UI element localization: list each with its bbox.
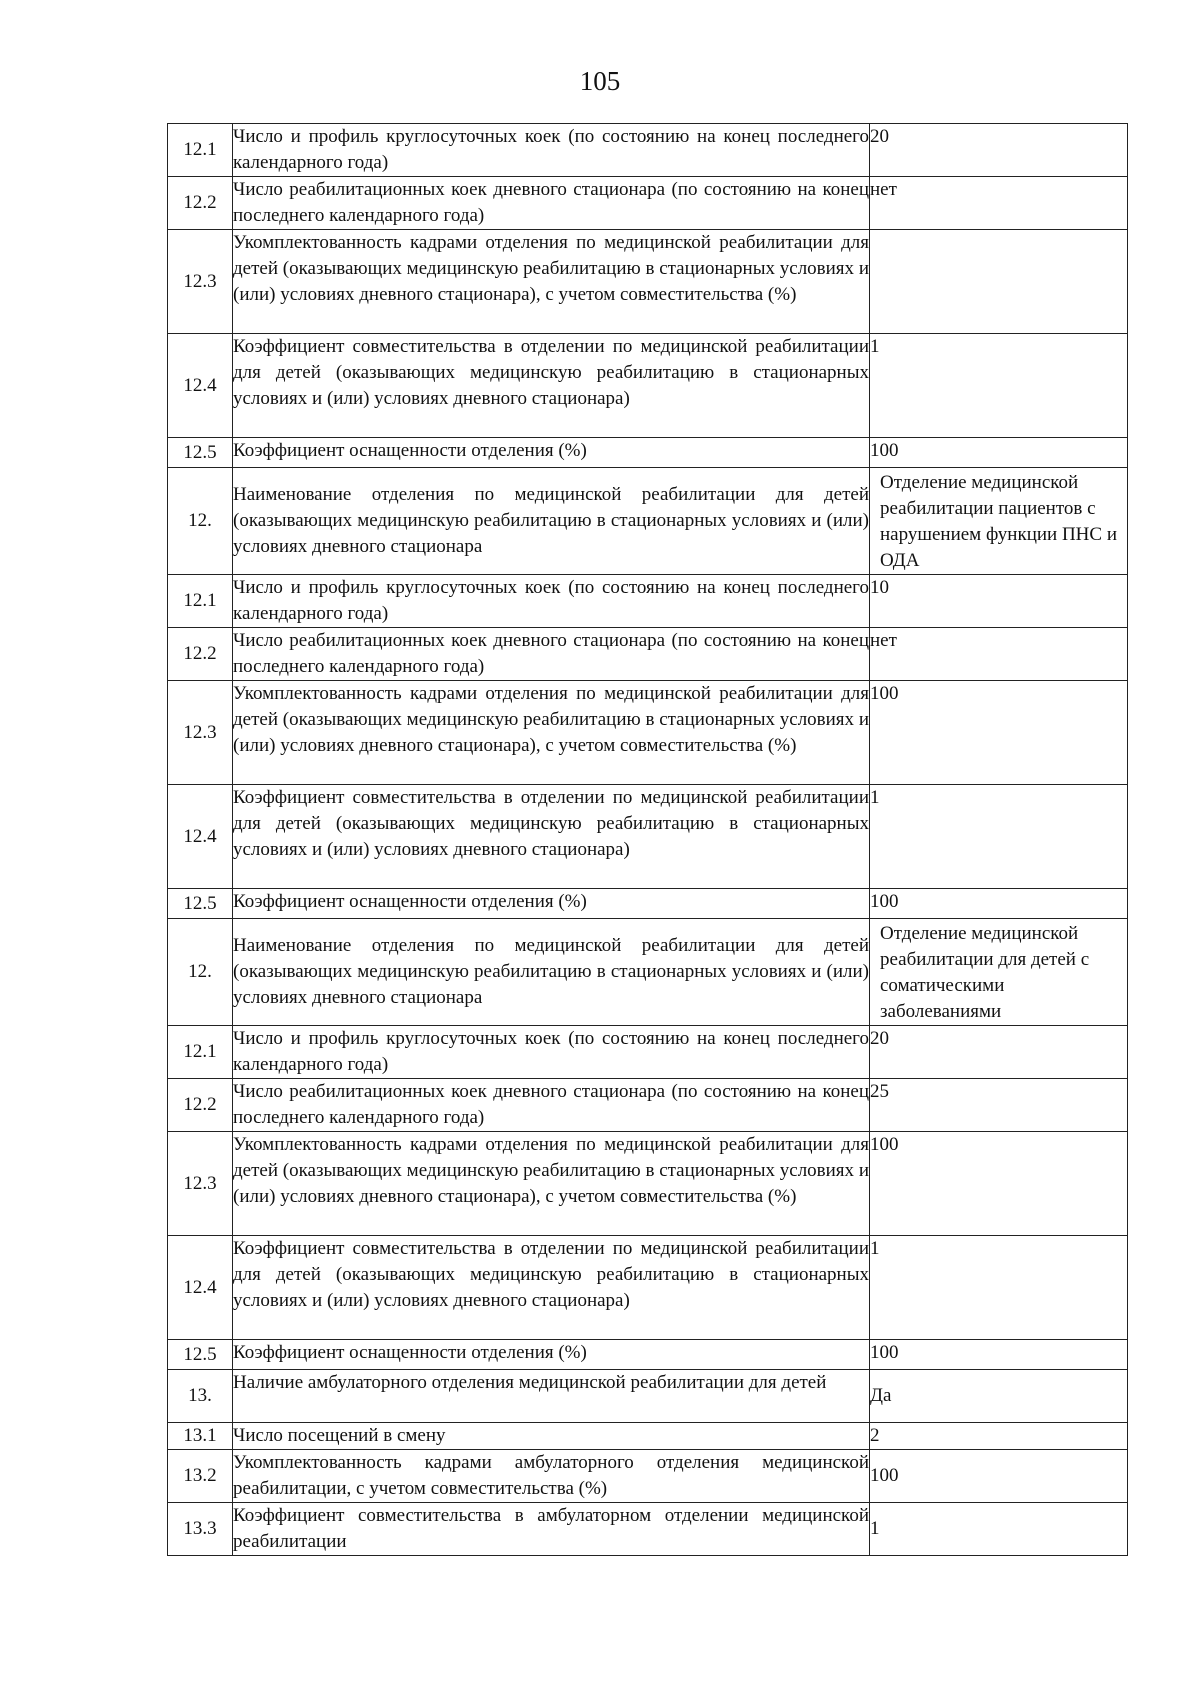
indicators-table — [167, 123, 1128, 1556]
table-row — [168, 919, 1128, 1026]
row-number: 12.5 — [168, 438, 233, 468]
row-indicator: Коэффициент оснащенности отделения (%) — [233, 438, 870, 468]
page-number: 105 — [579, 66, 621, 96]
row-value: 100 — [870, 889, 1128, 919]
row-indicator: Наличие амбулаторного отделения медицинской реабилитации для детей — [233, 1370, 870, 1423]
table-row — [168, 681, 1128, 785]
row-number: 13. — [168, 1370, 233, 1423]
table-row — [168, 438, 1128, 468]
row-value — [870, 230, 1128, 334]
row-number: 13.3 — [168, 1503, 233, 1556]
row-value: 100 — [870, 1132, 1128, 1236]
row-value: 1 — [870, 334, 1128, 438]
department-name: Отделение медицинской реабилитации пациентов с нарушением функции ПНС и ОДА — [870, 468, 1128, 575]
row-indicator: Число реабилитационных коек дневного стационара (по состоянию на конец последнего календарного года) — [233, 177, 870, 230]
table-row — [168, 1340, 1128, 1370]
row-indicator: Укомплектованность кадрами отделения по медицинской реабилитации для детей (оказывающих медицинскую реабилитацию в стационарных условиях и (или) условиях дневного стационара), с учетом совместительства (%) — [233, 1132, 870, 1236]
table-row — [168, 1450, 1128, 1503]
row-value: 100 — [870, 1450, 1128, 1503]
row-number: 12.4 — [168, 334, 233, 438]
row-indicator: Коэффициент совместительства в отделении по медицинской реабилитации для детей (оказывающих медицинскую реабилитацию в стационарных условиях и (или) условиях дневного стационара) — [233, 1236, 870, 1340]
row-number: 13.1 — [168, 1423, 233, 1450]
table-row — [168, 1423, 1128, 1450]
row-number: 12.1 — [168, 124, 233, 177]
row-value: 20 — [870, 1026, 1128, 1079]
row-value: 100 — [870, 681, 1128, 785]
row-number: 12.2 — [168, 628, 233, 681]
row-number: 12.4 — [168, 785, 233, 889]
row-number: 12.4 — [168, 1236, 233, 1340]
row-number: 13.2 — [168, 1450, 233, 1503]
table-row — [168, 628, 1128, 681]
table-row — [168, 889, 1128, 919]
row-indicator: Число и профиль круглосуточных коек (по состоянию на конец последнего календарного года) — [233, 575, 870, 628]
row-value: 100 — [870, 438, 1128, 468]
table-row — [168, 124, 1128, 177]
row-indicator: Укомплектованность кадрами амбулаторного отделения медицинской реабилитации, с учетом совместительства (%) — [233, 1450, 870, 1503]
row-value: 25 — [870, 1079, 1128, 1132]
row-value: 1 — [870, 1236, 1128, 1340]
row-value: 1 — [870, 785, 1128, 889]
row-indicator: Коэффициент оснащенности отделения (%) — [233, 889, 870, 919]
row-number: 12.3 — [168, 681, 233, 785]
table-row — [168, 177, 1128, 230]
row-number: 12.3 — [168, 1132, 233, 1236]
table-row — [168, 468, 1128, 575]
table-row — [168, 1370, 1128, 1423]
row-indicator: Число и профиль круглосуточных коек (по состоянию на конец последнего календарного года) — [233, 124, 870, 177]
row-number: 12.3 — [168, 230, 233, 334]
table-row — [168, 785, 1128, 889]
row-number: 12.2 — [168, 1079, 233, 1132]
row-value: 1 — [870, 1503, 1128, 1556]
row-value: 10 — [870, 575, 1128, 628]
row-indicator: Наименование отделения по медицинской реабилитации для детей (оказывающих медицинскую реабилитацию в стационарных условиях и (или) условиях дневного стационара — [233, 919, 870, 1026]
row-value: нет — [870, 628, 1128, 681]
row-number: 12. — [168, 919, 233, 1026]
row-value: нет — [870, 177, 1128, 230]
department-name: Отделение медицинской реабилитации для детей с соматическими заболеваниями — [870, 919, 1128, 1026]
row-number: 12.5 — [168, 1340, 233, 1370]
row-number: 12.1 — [168, 1026, 233, 1079]
row-number: 12. — [168, 468, 233, 575]
row-indicator: Коэффициент оснащенности отделения (%) — [233, 1340, 870, 1370]
row-indicator: Число реабилитационных коек дневного стационара (по состоянию на конец последнего календарного года) — [233, 628, 870, 681]
row-indicator: Число реабилитационных коек дневного стационара (по состоянию на конец последнего календарного года) — [233, 1079, 870, 1132]
row-value: 2 — [870, 1423, 1128, 1450]
table-row — [168, 575, 1128, 628]
table-row — [168, 1503, 1128, 1556]
table-row — [168, 1079, 1128, 1132]
row-number: 12.2 — [168, 177, 233, 230]
row-value: Да — [870, 1370, 1128, 1423]
row-indicator: Коэффициент совместительства в отделении по медицинской реабилитации для детей (оказывающих медицинскую реабилитацию в стационарных условиях и (или) условиях дневного стационара) — [233, 785, 870, 889]
row-indicator: Число посещений в смену — [233, 1423, 870, 1450]
table-row — [168, 334, 1128, 438]
row-indicator: Коэффициент совместительства в отделении по медицинской реабилитации для детей (оказывающих медицинскую реабилитацию в стационарных условиях и (или) условиях дневного стационара) — [233, 334, 870, 438]
row-indicator: Число и профиль круглосуточных коек (по состоянию на конец последнего календарного года) — [233, 1026, 870, 1079]
row-indicator: Наименование отделения по медицинской реабилитации для детей (оказывающих медицинскую реабилитацию в стационарных условиях и (или) условиях дневного стационара — [233, 468, 870, 575]
table-row — [168, 1026, 1128, 1079]
row-indicator: Коэффициент совместительства в амбулаторном отделении медицинской реабилитации — [233, 1503, 870, 1556]
table-row — [168, 230, 1128, 334]
row-indicator: Укомплектованность кадрами отделения по медицинской реабилитации для детей (оказывающих медицинскую реабилитацию в стационарных условиях и (или) условиях дневного стационара), с учетом совместительства (%) — [233, 230, 870, 334]
row-value: 100 — [870, 1340, 1128, 1370]
table-row — [168, 1132, 1128, 1236]
row-number: 12.5 — [168, 889, 233, 919]
row-value: 20 — [870, 124, 1128, 177]
table-row — [168, 1236, 1128, 1340]
row-indicator: Укомплектованность кадрами отделения по медицинской реабилитации для детей (оказывающих медицинскую реабилитацию в стационарных условиях и (или) условиях дневного стационара), с учетом совместительства (%) — [233, 681, 870, 785]
row-number: 12.1 — [168, 575, 233, 628]
